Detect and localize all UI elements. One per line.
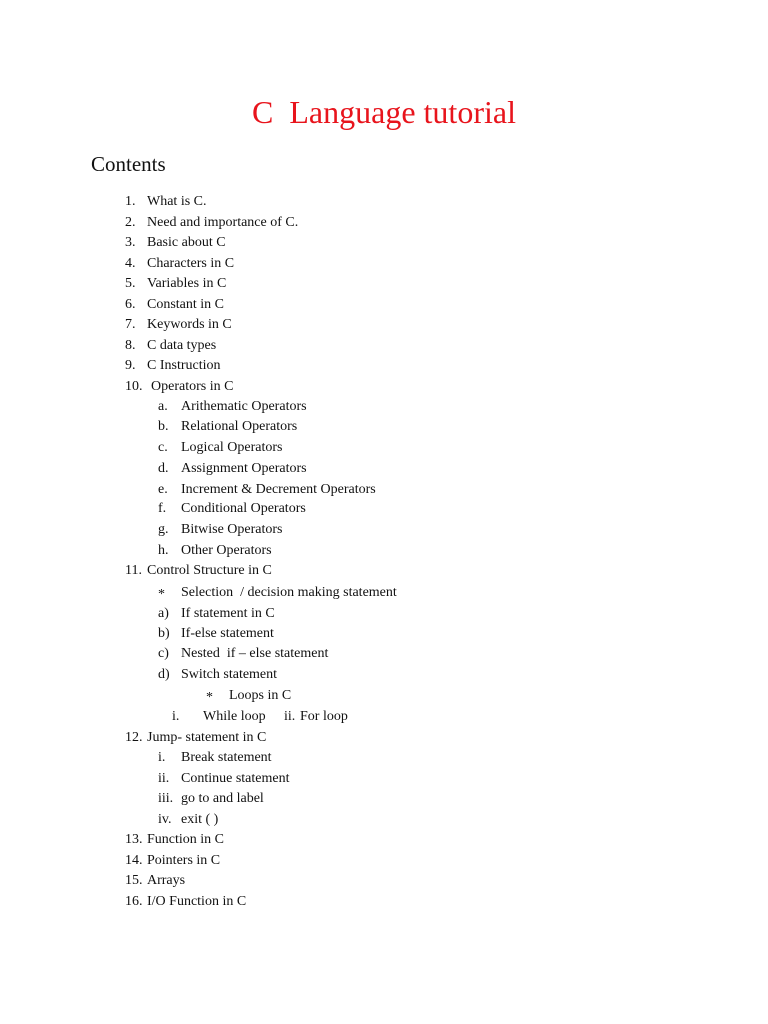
toc-item-marker: f. [158,501,167,516]
toc-item [0,254,768,274]
toc-item [0,604,768,624]
toc-item-label: Other Operators [181,543,272,558]
toc-item-marker: 13. [125,832,143,847]
toc-item-label: Nested if – else statement [181,646,329,661]
toc-item-marker: 5. [125,276,136,291]
toc-item-label: Need and importance of C. [147,215,299,230]
toc-item-marker: * [206,690,213,705]
toc-item-marker: iv. [158,812,172,827]
toc-item [0,748,768,768]
toc-item-marker: 16. [125,894,143,909]
toc-item-label: Constant in C [147,297,225,312]
toc-item-label: Keywords in C [147,317,232,332]
toc-item-label: Break statement [181,750,272,765]
toc-item [0,851,768,871]
toc-item [0,459,768,479]
toc-item-marker: iii. [158,791,174,806]
toc-item-label: Jump- statement in C [147,730,267,745]
toc-item [0,417,768,437]
toc-item [0,686,768,706]
toc-item-label: Loops in C [229,688,292,703]
toc-item [0,336,768,356]
toc-item [0,789,768,809]
toc-item-marker: ii. [158,771,170,786]
toc-item-marker: 3. [125,235,136,250]
toc-item-marker: 9. [125,358,136,373]
toc-item-label: Characters in C [147,256,235,271]
toc-item-marker: i. [172,709,180,724]
toc-item-label: What is C. [147,194,207,209]
toc-item-label: Logical Operators [181,440,283,455]
toc-item-label: Assignment Operators [181,461,307,476]
toc-item [0,541,768,561]
toc-item-marker: c) [158,646,169,661]
toc-item-marker: a. [158,399,168,414]
toc-item-marker: 7. [125,317,136,332]
toc-item [0,438,768,458]
toc-item-label: C Instruction [147,358,221,373]
toc-item [0,499,768,519]
toc-item-label: exit ( ) [181,812,219,827]
toc-item-label: C data types [147,338,217,353]
toc-item [0,356,768,376]
toc-item-marker: h. [158,543,169,558]
toc-item [0,665,768,685]
toc-item-label-secondary: For loop [300,709,348,724]
toc-item-marker: 15. [125,873,143,888]
toc-item-label: Continue statement [181,771,290,786]
toc-item-label: Selection / decision making statement [181,585,397,600]
toc-item-label: Conditional Operators [181,501,306,516]
toc-item-label: Operators in C [151,379,234,394]
toc-item-marker-secondary: ii. [284,709,296,724]
toc-item-label: Arrays [147,873,186,888]
toc-item-marker: e. [158,482,168,497]
contents-heading: Contents [91,152,166,176]
toc-item-label: If statement in C [181,606,275,621]
toc-item-marker: 1. [125,194,136,209]
toc-item [0,315,768,335]
toc-item-marker: 8. [125,338,136,353]
toc-item-label: Function in C [147,832,225,847]
toc-item [0,728,768,748]
toc-item [0,233,768,253]
toc-item-label: While loop [203,709,266,724]
toc-item-label: Increment & Decrement Operators [181,482,376,497]
toc-item [0,810,768,830]
toc-item-label: Pointers in C [147,853,221,868]
toc-item-marker: 14. [125,853,143,868]
toc-item [0,830,768,850]
toc-item [0,480,768,500]
toc-item-label: Variables in C [147,276,227,291]
toc-item [0,583,768,603]
toc-item-label: Arithematic Operators [181,399,307,414]
toc-item-marker: 6. [125,297,136,312]
toc-item-label: If-else statement [181,626,274,641]
toc-item-marker: b. [158,419,169,434]
toc-item-marker: a) [158,606,169,621]
toc-item [0,707,768,727]
toc-item-marker: 4. [125,256,136,271]
toc-item [0,871,768,891]
toc-item [0,213,768,233]
toc-item-marker: b) [158,626,170,641]
toc-item-label: Switch statement [181,667,278,682]
toc-item-label: go to and label [181,791,264,806]
toc-item [0,397,768,417]
toc-item [0,377,768,397]
toc-item-marker: g. [158,522,169,537]
toc-item-label: I/O Function in C [147,894,247,909]
toc-item-marker: c. [158,440,168,455]
toc-item [0,192,768,212]
toc-item-marker: 2. [125,215,136,230]
toc-item-label: Basic about C [147,235,226,250]
toc-item-label: Relational Operators [181,419,298,434]
toc-item-marker: i. [158,750,166,765]
document-title: C Language tutorial [252,94,516,130]
toc-item-marker: 11. [125,563,142,578]
toc-item-marker: 10. [125,379,143,394]
toc-item-marker: d. [158,461,169,476]
toc-item [0,561,768,581]
toc-item [0,274,768,294]
toc-item [0,769,768,789]
toc-item [0,295,768,315]
toc-item [0,624,768,644]
toc-item-marker: * [158,587,165,602]
toc-item-label: Bitwise Operators [181,522,283,537]
toc-item-marker: 12. [125,730,143,745]
toc-item-marker: d) [158,667,170,682]
toc-item [0,520,768,540]
toc-item [0,644,768,664]
toc-item [0,892,768,912]
toc-item-label: Control Structure in C [147,563,272,578]
